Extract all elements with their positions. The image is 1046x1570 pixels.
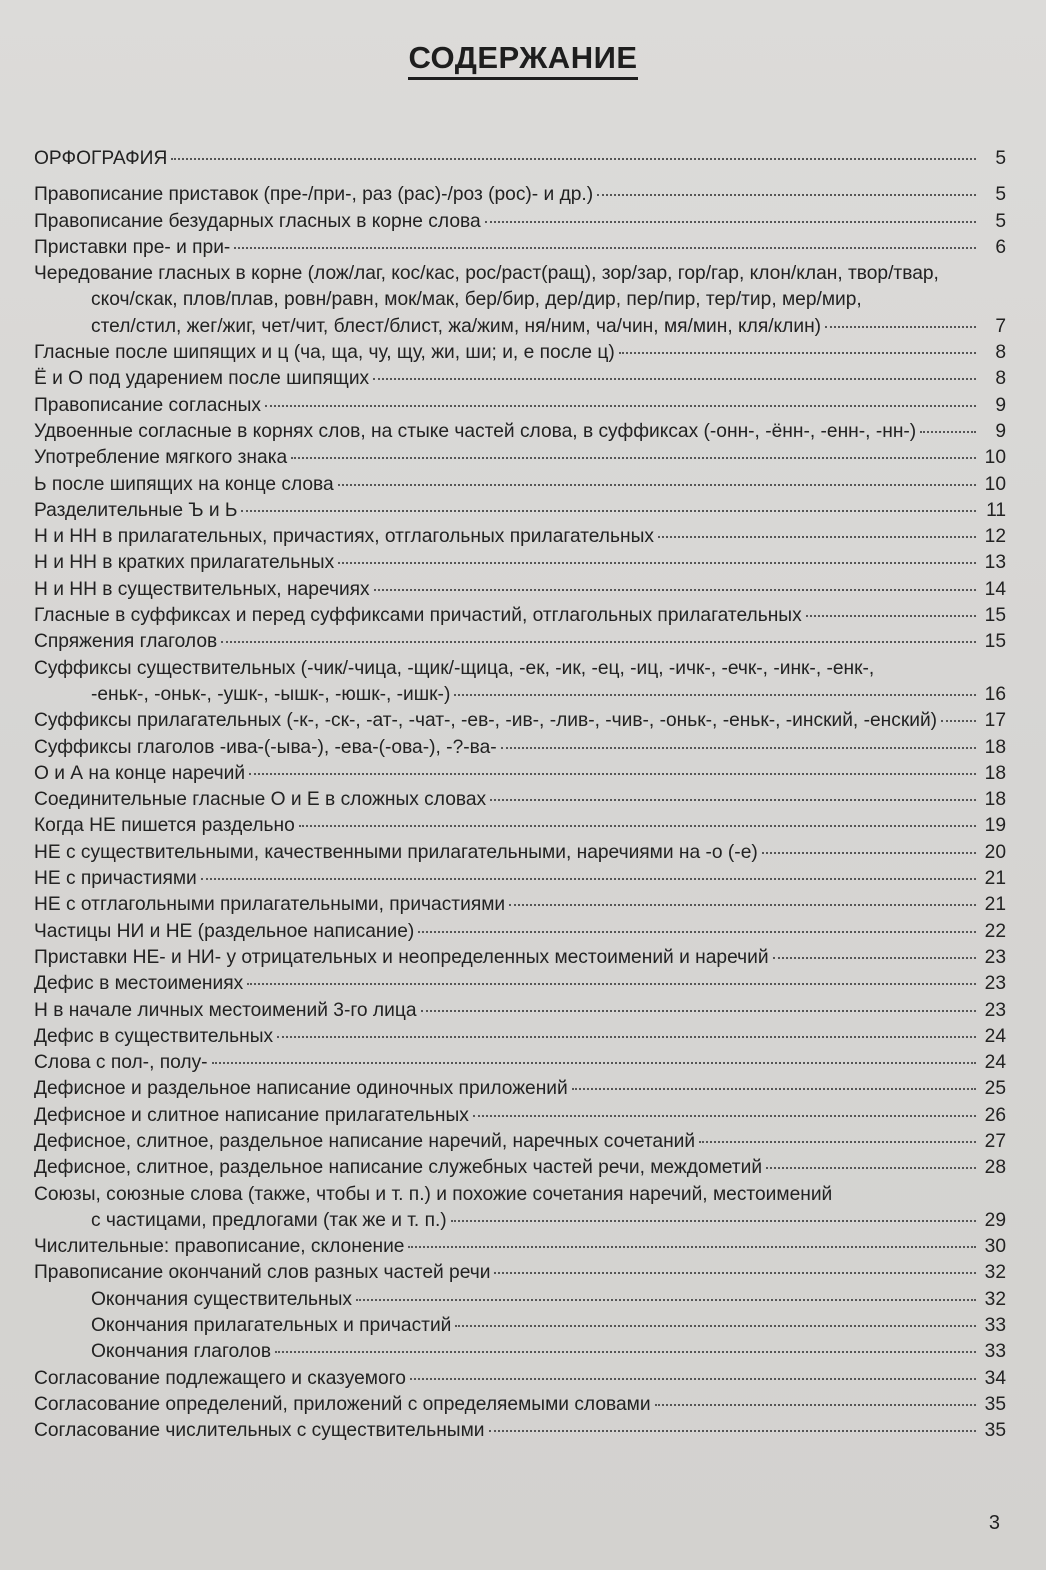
toc-entry-title: Приставки пре- и при- <box>34 236 231 258</box>
toc-entry-title: Гласные после шипящих и ц (ча, ща, чу, щу, жи, ши; и, е после ц) <box>34 342 615 364</box>
toc-entry-title: Правописание приставок (пре-/при-, раз (рас)-/роз (рос)- и др.) <box>34 184 594 206</box>
toc-entry-title: Суффиксы прилагательных (-к-, -ск-, -ат-, -чат-, -ев-, -ив-, -лив-, -чив-, -оньк-, -еньк-, -инский, -енский) <box>34 710 938 732</box>
toc-entry <box>34 735 1006 761</box>
toc-entry-page: 9 <box>995 394 1006 416</box>
toc-entry-page: 18 <box>984 736 1006 758</box>
toc-entry <box>34 393 1006 419</box>
toc-entry-title: Правописание согласных <box>34 394 261 416</box>
dot-leader <box>766 1167 976 1169</box>
dot-leader <box>241 510 976 512</box>
toc-entry <box>34 1182 1006 1208</box>
dot-leader <box>265 405 976 407</box>
toc-entry-page: 18 <box>984 789 1006 811</box>
dot-leader <box>806 615 976 617</box>
toc-entry-title: Дефис в существительных <box>34 1025 274 1047</box>
dot-leader <box>421 1010 976 1012</box>
dot-leader <box>494 1272 976 1274</box>
toc-entry-page: 6 <box>995 236 1006 258</box>
table-of-contents <box>34 146 1006 1445</box>
toc-entry <box>34 550 1006 576</box>
toc-entry <box>34 866 1006 892</box>
toc-entry <box>34 998 1006 1024</box>
toc-entry-page: 8 <box>995 368 1006 390</box>
toc-entry <box>34 971 1006 997</box>
dot-leader <box>291 457 976 459</box>
dot-leader <box>234 247 976 249</box>
toc-entry-page: 8 <box>995 342 1006 364</box>
toc-entry <box>34 498 1006 524</box>
toc-entry-page: 28 <box>984 1157 1006 1179</box>
toc-entry-title: стел/стил, жег/жиг, чет/чит, блест/блист, жа/жим, ня/ним, ча/чин, мя/мин, кля/клин) <box>91 315 822 337</box>
toc-entry-page: 10 <box>984 473 1006 495</box>
toc-entry <box>34 209 1006 235</box>
toc-entry-page: 22 <box>984 920 1006 942</box>
toc-entry <box>34 656 1006 682</box>
toc-entry-title: Ь после шипящих на конце слова <box>34 473 334 495</box>
dot-leader <box>762 852 976 854</box>
toc-entry-page: 9 <box>995 420 1006 442</box>
toc-entry-title: Разделительные Ъ и Ь <box>34 499 238 521</box>
dot-leader <box>825 326 976 328</box>
toc-entry-page: 19 <box>984 815 1006 837</box>
dot-leader <box>277 1036 976 1038</box>
dot-leader <box>418 931 976 933</box>
dot-leader <box>374 589 976 591</box>
toc-entry-title: Приставки НЕ- и НИ- у отрицательных и неопределенных местоимений и наречий <box>34 946 769 968</box>
toc-entry-title: Дефисное, слитное, раздельное написание служебных частей речи, междометий <box>34 1157 763 1179</box>
toc-entry-page: 35 <box>984 1420 1006 1442</box>
toc-entry-title: Окончания существительных <box>91 1288 353 1310</box>
toc-entry-page: 13 <box>984 552 1006 574</box>
toc-entry-page: 12 <box>984 526 1006 548</box>
dot-leader <box>373 378 976 380</box>
toc-entry <box>34 1260 1006 1286</box>
toc-entry-title: Соединительные гласные О и Е в сложных словах <box>34 789 487 811</box>
toc-entry-page: 7 <box>995 315 1006 337</box>
toc-entry-title: Согласование подлежащего и сказуемого <box>34 1367 406 1389</box>
dot-leader <box>658 536 976 538</box>
toc-entry-page: 5 <box>995 210 1006 232</box>
toc-entry-page: 32 <box>984 1262 1006 1284</box>
dot-leader <box>212 1062 976 1064</box>
toc-entry-title: Правописание безударных гласных в корне слова <box>34 210 481 232</box>
dot-leader <box>249 773 976 775</box>
dot-leader <box>408 1246 976 1248</box>
dot-leader <box>299 825 976 827</box>
title-text: СОДЕРЖАНИЕ <box>408 40 637 80</box>
toc-entry-page: 15 <box>984 605 1006 627</box>
toc-entry-title: Гласные в суффиксах и перед суффиксами причастий, отглагольных прилагательных <box>34 605 802 627</box>
toc-entry-page: 32 <box>984 1288 1006 1310</box>
toc-entry-title: Окончания глаголов <box>91 1341 272 1363</box>
toc-entry <box>34 945 1006 971</box>
toc-entry-title: скоч/скак, плов/плав, ровн/равн, мок/мак, бер/бир, дер/дир, пер/пир, тер/тир, мер/мир, <box>91 289 862 311</box>
toc-entry <box>34 340 1006 366</box>
page-title <box>0 40 1046 76</box>
dot-leader <box>501 747 976 749</box>
toc-entry <box>34 1339 1006 1365</box>
dot-leader <box>773 957 976 959</box>
toc-entry-title: Н в начале личных местоимений 3-го лица <box>34 999 417 1021</box>
toc-entry <box>34 524 1006 550</box>
toc-entry <box>34 813 1006 839</box>
toc-entry <box>34 1392 1006 1418</box>
toc-entry-page: 23 <box>984 946 1006 968</box>
toc-entry <box>34 919 1006 945</box>
toc-entry-title: Частицы НИ и НЕ (раздельное написание) <box>34 920 415 942</box>
toc-entry <box>34 261 1006 287</box>
dot-leader <box>485 221 976 223</box>
toc-entry-title: Н и НН в прилагательных, причастиях, отглагольных прилагательных <box>34 526 654 548</box>
toc-entry-title: НЕ с отглагольными прилагательными, причастиями <box>34 894 506 916</box>
dot-leader <box>490 799 976 801</box>
toc-entry-page: 23 <box>984 973 1006 995</box>
toc-entry-title: Дефисное и раздельное написание одиночных приложений <box>34 1078 568 1100</box>
dot-leader <box>275 1351 976 1353</box>
toc-entry <box>34 682 1006 708</box>
toc-entry <box>34 287 1006 313</box>
toc-entry-title: Дефисное, слитное, раздельное написание наречий, наречных сочетаний <box>34 1130 696 1152</box>
dot-leader <box>619 352 976 354</box>
toc-entry-page: 23 <box>984 999 1006 1021</box>
dot-leader <box>489 1430 977 1432</box>
dot-leader <box>338 484 976 486</box>
toc-entry-page: 18 <box>984 762 1006 784</box>
toc-entry <box>34 708 1006 734</box>
toc-entry <box>34 1103 1006 1129</box>
toc-entry-title: Н и НН в кратких прилагательных <box>34 552 335 574</box>
toc-entry <box>34 1024 1006 1050</box>
dot-leader <box>597 194 976 196</box>
toc-entry-page: 15 <box>984 631 1006 653</box>
toc-entry-page: 29 <box>984 1209 1006 1231</box>
toc-entry <box>34 1155 1006 1181</box>
toc-entry-page: 17 <box>984 710 1006 732</box>
dot-leader <box>247 983 976 985</box>
toc-entry-page: 24 <box>984 1025 1006 1047</box>
toc-entry-title: -еньк-, -оньк-, -ушк-, -ышк-, -юшк-, -ишк-) <box>91 683 451 705</box>
toc-entry-page: 34 <box>984 1367 1006 1389</box>
toc-entry <box>34 314 1006 340</box>
toc-entry-title: Чередование гласных в корне (лож/лаг, кос/кас, рос/раст(ращ), зор/зар, гор/гар, клон/клан, твор/твар, <box>34 263 939 285</box>
toc-entry-page: 21 <box>984 868 1006 890</box>
dot-leader <box>221 641 976 643</box>
toc-entry <box>34 603 1006 629</box>
toc-entry-title: Согласование числительных с существительными <box>34 1420 485 1442</box>
toc-entry-page: 26 <box>984 1104 1006 1126</box>
dot-leader <box>920 431 976 433</box>
toc-entry-page: 33 <box>984 1341 1006 1363</box>
toc-entry-title: Дефис в местоимениях <box>34 973 244 995</box>
toc-entry-page: 21 <box>984 894 1006 916</box>
toc-entry-title: НЕ с существительными, качественными прилагательными, наречиями на -о (-е) <box>34 841 758 863</box>
toc-entry-page: 27 <box>984 1130 1006 1152</box>
toc-entry-page: 20 <box>984 841 1006 863</box>
toc-entry <box>34 445 1006 471</box>
toc-entry <box>34 1050 1006 1076</box>
dot-leader <box>655 1404 976 1406</box>
toc-entry <box>34 629 1006 655</box>
dot-leader <box>699 1141 976 1143</box>
toc-entry <box>34 577 1006 603</box>
toc-entry <box>34 1418 1006 1444</box>
toc-entry-page: 35 <box>984 1393 1006 1415</box>
toc-entry <box>34 182 1006 208</box>
toc-entry-title: Суффиксы существительных (-чик/-чица, -щик/-щица, -ек, -ик, -ец, -иц, -ичк-, -ечк-, -инк-, -енк-, <box>34 657 875 679</box>
toc-entry-page: 25 <box>984 1078 1006 1100</box>
toc-entry <box>34 1208 1006 1234</box>
dot-leader <box>455 1325 976 1327</box>
toc-entry-page: 14 <box>984 578 1006 600</box>
dot-leader <box>201 878 976 880</box>
toc-entry-page: 11 <box>986 499 1006 521</box>
toc-entry <box>34 1129 1006 1155</box>
toc-entry-page: 10 <box>984 447 1006 469</box>
toc-entry-title: Ё и О под ударением после шипящих <box>34 368 370 390</box>
toc-entry-title: ОРФОГРАФИЯ <box>34 148 168 169</box>
toc-entry-title: Употребление мягкого знака <box>34 447 288 469</box>
toc-entry-title: Согласование определений, приложений с определяемыми словами <box>34 1393 651 1415</box>
dot-leader <box>473 1115 976 1117</box>
toc-entry <box>34 1234 1006 1260</box>
toc-entry-title: Правописание окончаний слов разных частей речи <box>34 1262 491 1284</box>
toc-entry-title: Окончания прилагательных и причастий <box>91 1315 452 1337</box>
toc-entry <box>34 146 1006 172</box>
toc-entry-title: Н и НН в существительных, наречиях <box>34 578 370 600</box>
toc-entry-page: 16 <box>984 683 1006 705</box>
dot-leader <box>356 1299 976 1301</box>
toc-entry <box>34 787 1006 813</box>
toc-entry-title: Удвоенные согласные в корнях слов, на стыке частей слова, в суффиксах (-онн-, -ённ-, -енн-, -нн-) <box>34 420 917 442</box>
toc-entry <box>34 840 1006 866</box>
toc-entry-title: Когда НЕ пишется раздельно <box>34 815 295 837</box>
toc-entry-title: О и А на конце наречий <box>34 762 246 784</box>
toc-entry <box>34 472 1006 498</box>
toc-entry-title: с частицами, предлогами (так же и т. п.) <box>91 1209 447 1231</box>
toc-entry-title: Дефисное и слитное написание прилагательных <box>34 1104 469 1126</box>
dot-leader <box>509 904 976 906</box>
toc-entry-title: Спряжения глаголов <box>34 631 218 653</box>
toc-entry-page: 5 <box>995 148 1006 169</box>
toc-entry-title: Суффиксы глаголов -ива-(-ыва-), -ева-(-ова-), -?-ва- <box>34 736 497 758</box>
toc-entry-title: Союзы, союзные слова (также, чтобы и т. п.) и похожие сочетания наречий, местоимений <box>34 1183 833 1205</box>
toc-entry <box>34 366 1006 392</box>
dot-leader <box>338 562 976 564</box>
dot-leader <box>572 1088 976 1090</box>
toc-entry <box>34 892 1006 918</box>
toc-entry-title: Числительные: правописание, склонение <box>34 1236 405 1258</box>
toc-entry <box>34 1313 1006 1339</box>
toc-entry <box>34 1076 1006 1102</box>
toc-entry <box>34 761 1006 787</box>
dot-leader <box>171 158 976 160</box>
toc-entry <box>34 235 1006 261</box>
toc-entry <box>34 1287 1006 1313</box>
page-number: 3 <box>988 1512 1000 1534</box>
toc-entry <box>34 419 1006 445</box>
toc-entry-page: 30 <box>984 1236 1006 1258</box>
toc-entry-title: НЕ с причастиями <box>34 868 197 890</box>
dot-leader <box>451 1220 976 1222</box>
toc-entry-page: 5 <box>995 184 1006 206</box>
dot-leader <box>410 1378 976 1380</box>
dot-leader <box>941 720 976 722</box>
dot-leader <box>454 694 976 696</box>
toc-entry-page: 24 <box>984 1052 1006 1074</box>
toc-entry-title: Слова с пол-, полу- <box>34 1052 208 1074</box>
toc-entry-page: 33 <box>984 1315 1006 1337</box>
toc-entry <box>34 1366 1006 1392</box>
